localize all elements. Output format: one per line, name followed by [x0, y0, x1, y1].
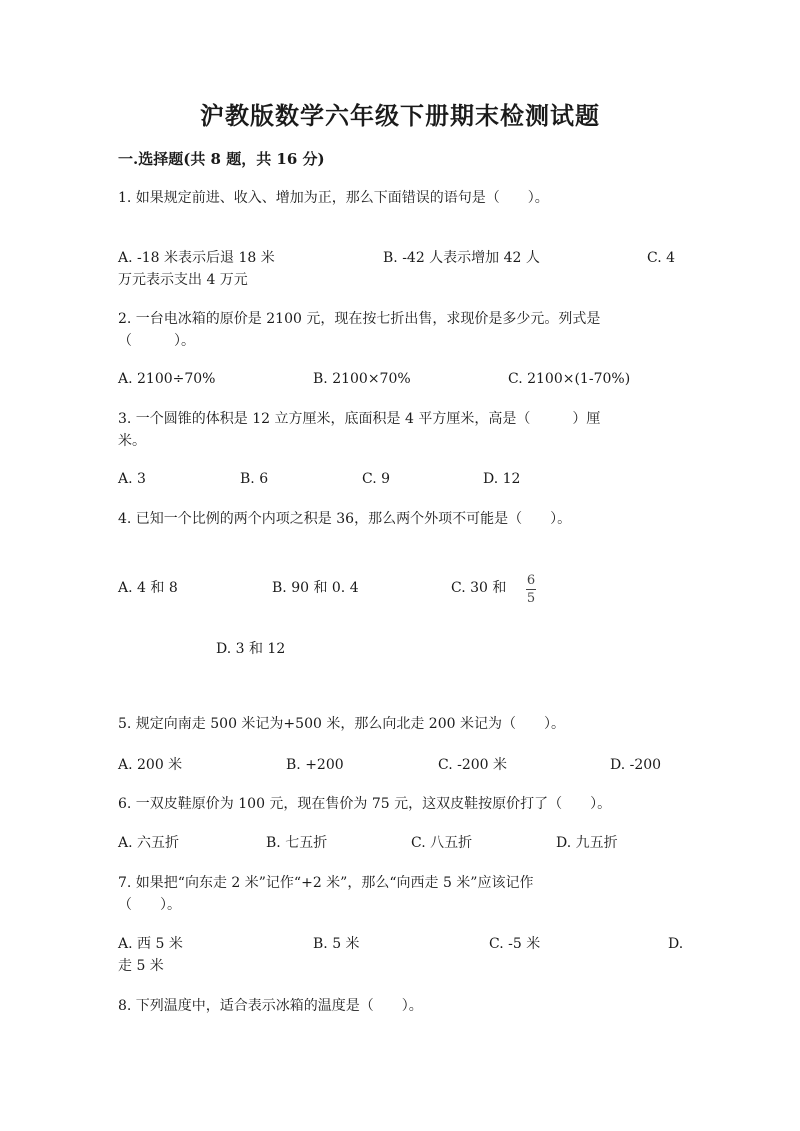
question-2-stem: 2. 一台电冰箱的原价是 2100 元，现在按七折出售，求现价是多少元。列式是: [118, 311, 601, 327]
page-title: 沪教版数学六年级下册期末检测试题: [200, 101, 600, 130]
question-6-option-d: D. 九五折: [556, 835, 618, 851]
question-7-option-b: B. 5 米: [313, 936, 360, 952]
question-4-option-d: D. 3 和 12: [216, 641, 286, 657]
question-4-option-a: A. 4 和 8: [118, 580, 178, 596]
question-7-option-d: D.: [668, 936, 684, 952]
question-3-option-b: B. 6: [240, 471, 269, 487]
question-5-option-c: C. -200 米: [438, 757, 508, 773]
question-3-option-c: C. 9: [362, 471, 391, 487]
question-5-stem: 5. 规定向南走 500 米记为+500 米，那么向北走 200 米记为（ ）。: [118, 716, 565, 732]
question-7-option-d-continued: 走 5 米: [118, 958, 164, 974]
fraction-numerator: 6: [526, 573, 536, 588]
question-6-stem: 6. 一双皮鞋原价为 100 元，现在售价为 75 元，这双皮鞋按原价打了（ ）。: [118, 796, 612, 812]
question-1-option-a: A. -18 米表示后退 18 米: [118, 250, 275, 266]
question-1-option-c-continued: 万元表示支出 4 万元: [118, 272, 248, 288]
question-7-option-c: C. -5 米: [489, 936, 541, 952]
question-1-option-c: C. 4: [647, 250, 676, 266]
question-4-option-c: C. 30 和: [451, 580, 507, 596]
question-3-option-d: D. 12: [483, 471, 521, 487]
question-4-option-c-fraction: [526, 574, 536, 605]
question-7-stem: 7. 如果把“向东走 2 米”记作“+2 米”，那么“向西走 5 米”应该记作: [118, 875, 534, 891]
question-2-option-c: C. 2100×(1-70%): [508, 371, 631, 387]
question-3-stem-continued: 米。: [118, 433, 146, 449]
question-2-stem-continued: （ ）。: [118, 333, 195, 349]
question-2-option-b: B. 2100×70%: [313, 371, 411, 387]
question-7-stem-continued: （ ）。: [118, 897, 181, 913]
section-heading: 一.选择题(共 8 题，共 16 分): [118, 150, 325, 168]
question-4-stem: 4. 已知一个比例的两个内项之积是 36，那么两个外项不可能是（ ）。: [118, 511, 572, 527]
question-6-option-a: A. 六五折: [118, 835, 180, 851]
question-5-option-a: A. 200 米: [118, 757, 183, 773]
question-2-option-a: A. 2100÷70%: [118, 371, 216, 387]
question-1-option-b: B. -42 人表示增加 42 人: [383, 250, 540, 266]
question-5-option-d: D. -200: [610, 757, 662, 773]
question-5-option-b: B. +200: [286, 757, 344, 773]
fraction-bar: [526, 589, 536, 590]
question-4-option-b: B. 90 和 0. 4: [272, 580, 359, 596]
question-3-option-a: A. 3: [118, 471, 146, 487]
fraction-denominator: 5: [526, 591, 536, 606]
question-1-stem: 1. 如果规定前进、收入、增加为正，那么下面错误的语句是（ ）。: [118, 190, 549, 206]
question-6-option-c: C. 八五折: [411, 835, 473, 851]
question-6-option-b: B. 七五折: [266, 835, 328, 851]
question-8-stem: 8. 下列温度中，适合表示冰箱的温度是（ ）。: [118, 998, 423, 1014]
question-3-stem: 3. 一个圆锥的体积是 12 立方厘米，底面积是 4 平方厘米，高是（ ）厘: [118, 411, 601, 427]
question-7-option-a: A. 西 5 米: [118, 936, 183, 952]
